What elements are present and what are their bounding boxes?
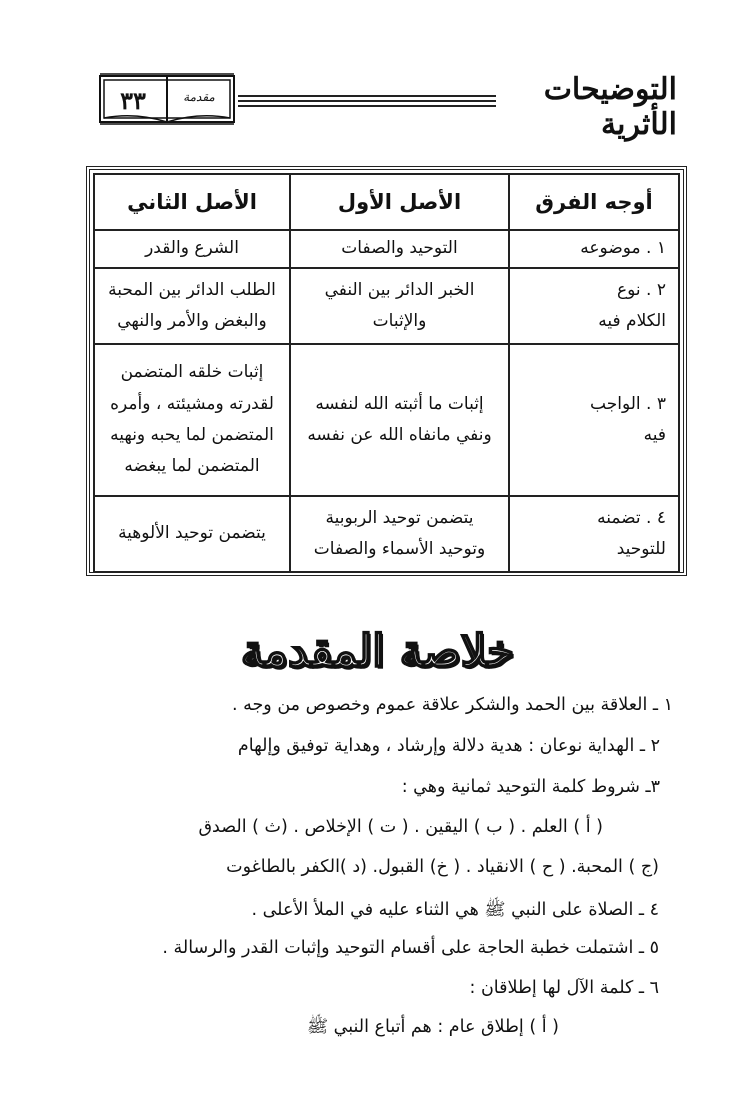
table-cell-aspect [509, 496, 679, 572]
table-cell-aspect [509, 268, 679, 344]
list-item: (ج ) المحبة. ( ح ) الانقياد . ( خ) القبول. (د )الكفر بالطاغوت [226, 857, 659, 877]
cell-line: للتوحيد [616, 539, 666, 559]
cell-line: التوحيد والصفات [341, 238, 458, 259]
table-cell-aspect [509, 344, 679, 496]
table-row [94, 344, 679, 496]
table-cell-first [290, 268, 509, 344]
section-logo-word: مقدمة [183, 90, 215, 104]
cell-line: ونفي مانفاه الله عن نفسه [307, 425, 492, 445]
cell-line: المتضمن لما يحبه ونهيه [110, 425, 274, 445]
table-cell-first [290, 344, 509, 496]
book-ornament [98, 72, 236, 126]
table-cell-first [290, 230, 509, 268]
table-header-row [94, 174, 679, 230]
list-item: ٦ ـ كلمة الآل لها إطلاقان : [469, 978, 659, 998]
list-item: ٢ ـ الهداية نوعان : هدية دلالة وإرشاد ، وهداية توفيق وإلهام [237, 736, 660, 756]
list-item: ٥ ـ اشتملت خطبة الحاجة على أقسام التوحيد وإثبات القدر والرسالة . [162, 938, 659, 958]
table-row [94, 496, 679, 572]
cell-line: إثبات خلقه المتضمن [120, 362, 264, 383]
list-item: ( أ ) العلم . ( ب ) اليقين . ( ت ) الإخلاص . (ث ) الصدق [198, 817, 603, 837]
list-item: ١ ـ العلاقة بين الحمد والشكر علاقة عموم وخصوص من وجه . [231, 695, 673, 715]
header-rule [238, 95, 496, 109]
header-first-principle: الأصل الأول [290, 174, 509, 230]
table-cell-aspect [509, 230, 679, 268]
cell-line: لقدرته ومشيئته ، وأمره [110, 393, 274, 414]
cell-line: يتضمن توحيد الألوهية [118, 523, 266, 544]
cell-line: إثبات ما أثبته الله لنفسه [315, 393, 484, 414]
book-title: التوضيحات الأثرية [543, 72, 677, 142]
comparison-table [93, 173, 680, 573]
comparison-table-frame [86, 166, 687, 576]
table-cell-first [290, 496, 509, 572]
page-header [0, 62, 755, 142]
cell-line: والبغض والأمر والنهي [117, 311, 267, 331]
cell-line: والإثبات [372, 311, 427, 331]
cell-line: ٣ . الواجب [590, 393, 666, 414]
summary-heading: خلاصة المقدمة [240, 626, 515, 677]
cell-line: ٢ . نوع [616, 279, 666, 300]
list-item: ( أ ) إطلاق عام : هم أتباع النبي ﷺ [306, 1017, 559, 1037]
header-aspect: أوجه الفرق [509, 174, 679, 230]
cell-line: الكلام فيه [598, 311, 666, 331]
table-cell-second [94, 496, 290, 572]
cell-line: الشرع والقدر [145, 238, 239, 259]
list-item: ٣ـ شروط كلمة التوحيد ثمانية وهي : [401, 777, 660, 797]
table-cell-second [94, 268, 290, 344]
cell-line: الخبر الدائر بين النفي [324, 279, 475, 300]
table-row [94, 230, 679, 268]
table-row [94, 268, 679, 344]
cell-line: ١ . موضوعه [580, 238, 666, 259]
cell-line: يتضمن توحيد الربوبية [325, 507, 474, 528]
list-item: ٤ ـ الصلاة على النبي ﷺ هي الثناء عليه في الملأ الأعلى . [251, 900, 659, 920]
header-second-principle: الأصل الثاني [94, 174, 290, 230]
cell-line: وتوحيد الأسماء والصفات [313, 539, 486, 559]
table-cell-second [94, 230, 290, 268]
cell-line: المتضمن لما يبغضه [124, 456, 260, 477]
cell-line: ٤ . تضمنه [597, 507, 666, 528]
table-cell-second [94, 344, 290, 496]
cell-line: الطلب الدائر بين المحبة [108, 279, 276, 300]
page-number: ٣٣ [120, 86, 146, 115]
cell-line: فيه [643, 425, 666, 445]
